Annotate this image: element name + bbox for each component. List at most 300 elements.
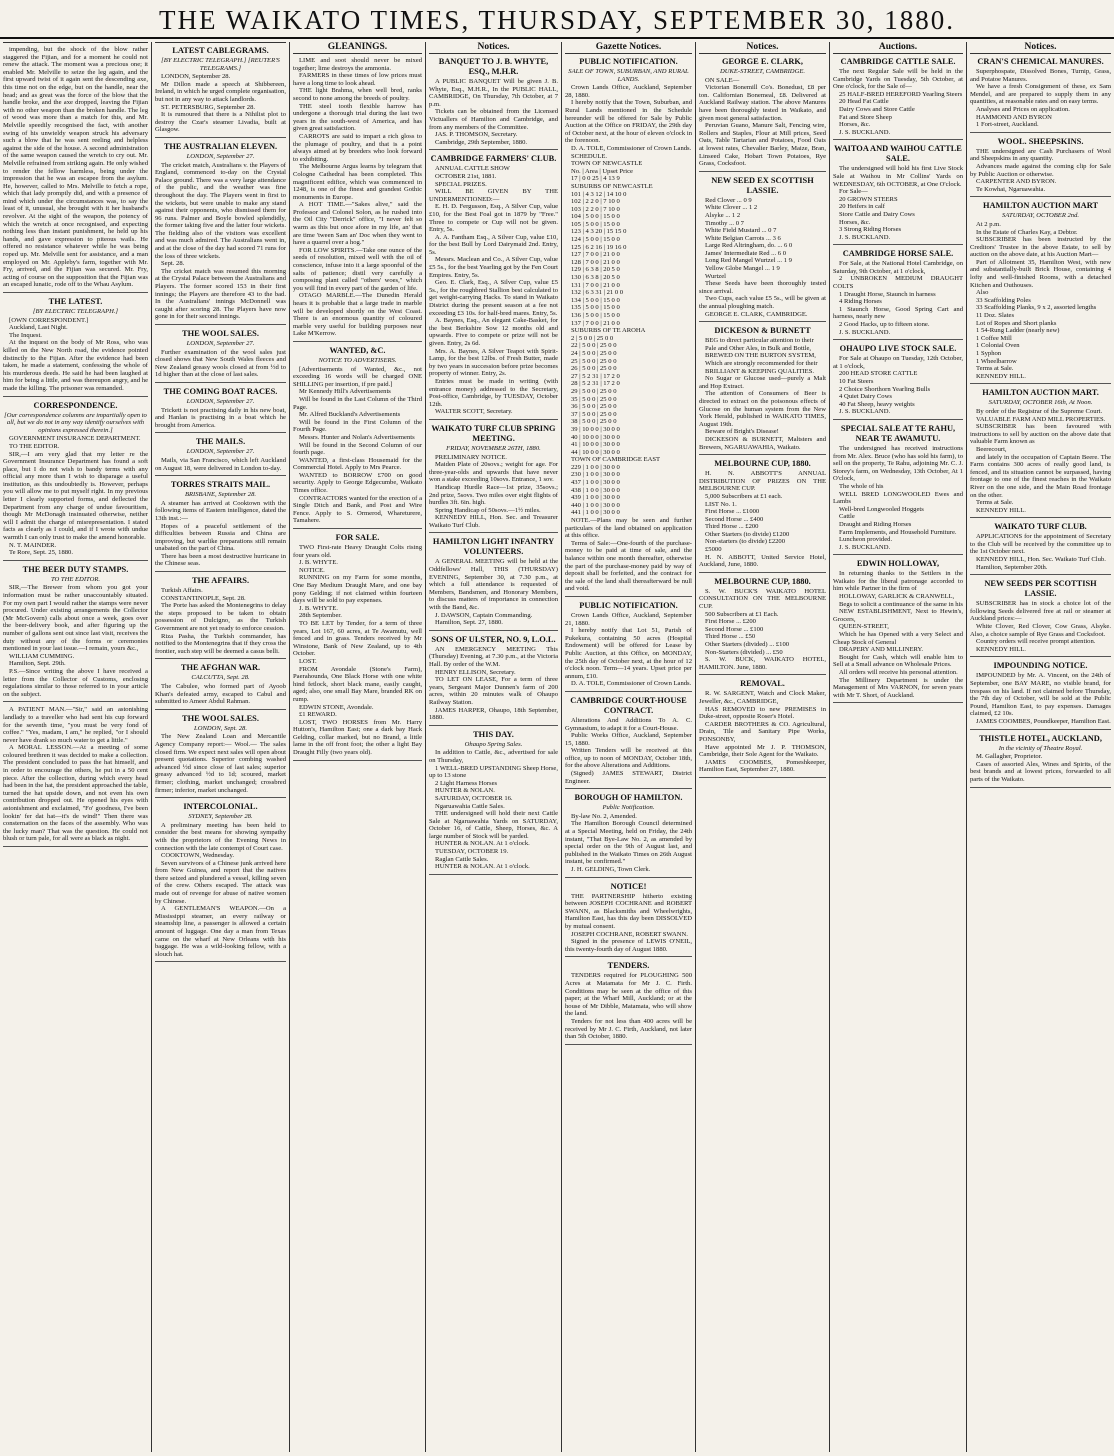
- article-paragraph: Messrs. Maclean and Co., A Silver Cup, value £5 5s., for the best Yearling got by the Fen Court Empires. Entry, 5s.: [429, 256, 558, 279]
- article-paragraph: 103 | 2 2 0 | 7 10 0: [571, 205, 620, 213]
- article-paragraph: The whole of his: [839, 482, 884, 490]
- article-paragraph: Part of Allotment 35, Hamilton West, with new and substantially-built Brick House, containing 4 lofty and well-finished Rooms, with a detached Kitchen and Outhouses.: [970, 258, 1111, 289]
- article-paragraph: NOTICE.: [299, 566, 325, 574]
- article-paragraph: VALUABLE FARM AND MILL PROPERTIES.: [976, 415, 1106, 423]
- article-paragraph: A preliminary meeting has been held to consider the best means for showing sympathy with the proprietors of the Evening News in connection with the late contempt of Court case.: [155, 821, 286, 852]
- article-paragraph: CARPENTER AND BYRON.: [976, 178, 1057, 186]
- article-paragraph: N. T. MAINDER.: [9, 541, 57, 549]
- article-paragraph: DRAPERY AND MILLINERY.: [839, 646, 924, 654]
- article-paragraph: Alterations And Additions To A. C. Gymnasium, to adapt it for a Court-House.: [565, 716, 692, 732]
- article-paragraph: By-law No. 2, Amended.: [571, 812, 637, 820]
- article-paragraph: 437 | 1 0 0 | 30 0 0: [571, 479, 620, 487]
- article-paragraph: KENNEDY HILL, Hon. Sec. and Treasurer Waikato Turf Club.: [429, 514, 558, 529]
- article: [833, 249, 963, 340]
- article-headline: THE AFGHAN WAR.: [180, 663, 261, 673]
- article-paragraph: HENRY ELLISON, Secretary.: [435, 668, 516, 676]
- article-paragraph: Pale and Other Ales, in Bulk and Bottle,: [705, 344, 812, 352]
- article-paragraph: 20 Head Fat Cattle: [839, 98, 889, 106]
- article: [699, 577, 826, 676]
- article-headline: CRAN'S CHEMICAL MANURES.: [977, 57, 1104, 66]
- article: [155, 46, 286, 138]
- article-paragraph: Te Rore, Sept. 25, 1880.: [9, 549, 74, 557]
- article-paragraph: AN EMERGENCY MEETING This (Thursday) Evening, at 7.30 p.m., at the Victoria Hall. By order of the W.M.: [429, 645, 558, 668]
- article-paragraph: Which he has Opened with a very Select and Cheap Stock of General: [833, 631, 963, 646]
- article-paragraph: EDWIN STONE, Avondale.: [299, 703, 374, 711]
- article-paragraph: A GENERAL MEETING will be held at the Oddfellows' Hall, THIS (THURSDAY) EVENING, September 30, at 7.30 p.m., at which a full attendance is requested of Members, Bandsmen, and Honorary Members, to discuss matters of importance in connection with the Band, &c.: [429, 558, 558, 612]
- article-paragraph: 1 Colonial Oven: [976, 342, 1020, 350]
- article-paragraph: 22 | 5 0 0 | 25 0 0: [571, 342, 617, 350]
- article-subhead: [BY ELECTRIC TELEGRAPH.]: [32, 308, 119, 315]
- article-paragraph: Written Tenders will be received at this office, up to noon of MONDAY, October 18th, for the above Alterations and Additions.: [565, 747, 692, 770]
- article: [699, 459, 826, 573]
- article-paragraph: Peruvian Guano, Manure Salt, Fencing wire, Rollers and Staples, Flour at Mill prices, Seed Oats, Table Tartarian and Potatoes, Food Oats at lowest rates, Chevalier Barley, Maize, Bran, Linseed Cake, Hobart Town Potatoes, Rye Grass, Cocksfoot.: [699, 122, 826, 168]
- article-paragraph: ST. PETERSBURG, September 28.: [161, 103, 256, 111]
- article-paragraph: At the inquest on the body of Mr Ross, who was killed on the New North road, the evidence pointed distinctly to the Fijian. After the evidence had been taken, he made a statement, confessing the whole of his murderous deeds. He said he had been laughed at him for being a little, and was thereupon angry, and he made the killing. The prisoner was remanded.: [3, 339, 148, 392]
- article-paragraph: LOST, TWO HORSES from Mr. Harry Hutton's, Hamilton East; one a dark bay Hack Gelding, collar marked, but no Brand, a little lame in the off front foot; the other a light Bay Draught Filly (two years old).: [293, 718, 422, 757]
- column-1: [0, 42, 152, 1452]
- article-headline: EDWIN HOLLOWAY,: [856, 559, 940, 569]
- article-paragraph: FOR LOW SPIRITS.—Take one ounce of the seeds of resolution, mixed well with the oil of conscience, infuse into it a large spoonful of the salts of patience; distil very carefully a composing plant called "others' woes," which you will find in every part of the garden of life.: [293, 246, 422, 292]
- article-paragraph: For Sale at Ohaupo on Tuesday, 12th October, at 1 o'clock,: [833, 355, 963, 370]
- article-paragraph: Geo. E. Clark, Esq., A Silver Cup, value £5 5s., for the roughbred Stallion best calculated to get weight-carrying Hacks. To stand in Waikato District during the present season at a fee not exceeding £3 10s. for half-bred mares. Entry, 5s.: [429, 279, 558, 317]
- article-paragraph: 40 Fat Sheep, heavy weights: [839, 400, 915, 408]
- article-paragraph: 25 HALF-BRED HEREFORD Yearling Steers: [839, 90, 963, 98]
- article-paragraph: 104 | 5 0 0 | 15 0 0: [571, 213, 620, 221]
- article-paragraph: A. A. Fantham Esq., A Silver Cup, value £10, for the best Bull by Lord Dairymaid 2nd. Entry, 5s.: [429, 233, 558, 256]
- article-paragraph: 5,000 Subscribers at £1 each.: [705, 492, 783, 500]
- article-paragraph: 1 Fort-street, Auckland.: [976, 121, 1039, 129]
- article: [155, 480, 286, 572]
- article-paragraph: J. H. GELDING, Town Clerk.: [571, 866, 651, 873]
- article-paragraph: 128 | 7 0 0 | 21 0 0: [571, 258, 620, 266]
- article-paragraph: Bought for Cash, which will enable him to Sell at a Small advance on Wholesale Prices.: [833, 653, 963, 669]
- article-paragraph: Alsyke ... 1 2: [705, 211, 741, 219]
- article-paragraph: 127 | 7 0 0 | 21 0 0: [571, 251, 620, 259]
- article: [970, 522, 1111, 575]
- article-subhead: LONDON, September 27.: [186, 340, 255, 347]
- article-paragraph: The New Zealand Loan and Mercantile Agency Company report:— Wool.— The sales closed firm. We expect next sales will open about present quotations. Superior combing washed advanced ½d since close of last sales; superior greasy advanced ½d to 1d; scoured, market firmer; clothing, market unchanged; crossbred firmer; inferior, market unchanged.: [155, 733, 286, 794]
- article-paragraph: No. | Area | Upset Price: [571, 167, 633, 175]
- article-paragraph: Which are strongly recommended for their: [705, 360, 818, 367]
- article-paragraph: 124 | 5 0 0 | 15 0 0: [571, 236, 620, 244]
- article-paragraph: KENNEDY HILL.: [976, 645, 1026, 653]
- article-paragraph: Tickets can be obtained from the Licensed Victuallers of Hamilton and Cambridge, and from any members of the Committee.: [429, 108, 558, 131]
- article-paragraph: Mr Dillon made a speech at Shibbereen, Ireland, in which he urged complete organisation, but not in any way to attack landlords.: [155, 80, 286, 103]
- article-headline: HAMILTON AUCTION MART.: [982, 388, 1099, 398]
- article-paragraph: These Seeds have been thoroughly tested since arrival.: [699, 280, 826, 295]
- article-paragraph: JAS. P. THOMSON, Secretary.: [435, 131, 518, 139]
- article-headline: REMOVAL.: [740, 679, 785, 689]
- article: [699, 57, 826, 172]
- article: [3, 297, 148, 397]
- article-paragraph: Hamilton, Sept. 29th.: [9, 660, 66, 668]
- article: [833, 424, 963, 555]
- article-paragraph: HOLLOWAY, GARLICK & CRANWELL,: [839, 593, 955, 601]
- article-paragraph: JAMES HARPER, Ohaupo, 18th September, 1880.: [429, 706, 558, 722]
- article-paragraph: A PUBLIC BANQUET Will be given J. B. Whyte, Esq., M.H.R., In the PUBLIC HALL, CAMBRIDGE, On Thursday, 7th October, at 7 p.m.: [429, 78, 558, 108]
- article-paragraph: KENNEDY HILL.: [976, 506, 1026, 514]
- article-paragraph: and lately in the occupation of Captain Beere. The Farm contains 300 acres of really good land, is fenced, and its situation cannot be surpassed, having frontage to one of the finest reaches in the Waikato River on the one side, and the Main Road frontage on the other.: [970, 453, 1111, 499]
- column-heading: [155, 42, 286, 43]
- article-headline: SPECIAL SALE AT TE RAHU, NEAR TE AWAMUTU.: [840, 423, 956, 443]
- article: [970, 661, 1111, 729]
- article-headline: THE LATEST.: [48, 297, 103, 306]
- article-paragraph: H. N. ABBOTT, United Service Hotel, Auckland, June, 1880.: [699, 553, 826, 569]
- article-paragraph: PRELIMINARY NOTICE.: [435, 453, 507, 461]
- article-paragraph: Wurtzel: [705, 272, 726, 280]
- article: [833, 344, 963, 420]
- article-paragraph: 40 | 10 0 0 | 30 0 0: [571, 433, 620, 441]
- article-paragraph: Mr. Alfred Buckland's Advertisements: [299, 411, 401, 419]
- article-paragraph: Messrs. Hunter and Nolan's Advertisements: [299, 433, 415, 441]
- article-paragraph: The undersigned has received instructions from Mr. Alex. Bruce (who has sold his farm), to sell on the property, Te Rahu, adjoining Mr. C. J. Storey's farm, on Wednesday, 13th October, At 1 O'clock,: [833, 444, 963, 483]
- article-paragraph: D. A. TOLE, Commissioner of Crown Lands.: [571, 680, 692, 688]
- article: [155, 663, 286, 709]
- article-paragraph: 123 | 4 3 20 | 15 15 0: [571, 228, 627, 236]
- article-paragraph: In returning thanks to the Settlers in the Waikato for the liberal patronage accorded to him while Partner in the firm of: [833, 570, 963, 593]
- article-headline: WANTED, &C.: [329, 345, 386, 355]
- article-paragraph: 1 54-Rung Ladder (nearly new): [976, 327, 1060, 335]
- article-paragraph: 2 Light Harness Horses: [435, 779, 498, 787]
- article-paragraph: The next Regular Sale will be held in the Cambridge Yards on Tuesday, 5th October, at One o'clock, for the Sale of—: [833, 68, 963, 91]
- article-paragraph: All orders will receive his personal attention.: [839, 669, 958, 676]
- article-paragraph: 200 HEAD STORE CATTLE: [839, 370, 918, 378]
- article-paragraph: By order of the Registrar of the Supreme Court.: [976, 407, 1103, 415]
- article-paragraph: SIR,—The Brewer from whom you got your information must be rather unaccountably situated. For my own part I would rather the stamps were never procured. Under existing arrangements the Collector (Mr McGovern) calls about once a week, goes over the beer-delivery book, and after figuring up the number of gallons sent out since last visit, receives the duty without any of the forms or ceremonies mentioned in your last issue.—I remain, yours &c.,: [3, 584, 148, 653]
- article-paragraph: Hopes of a peaceful settlement of the difficulties between Russia and China are improving, but warlike preparations still remain unabated on the part of China.: [155, 522, 286, 553]
- article-paragraph: Also: [976, 289, 989, 297]
- article-paragraph: 26 | 5 0 0 | 25 0 0: [571, 365, 617, 373]
- article-paragraph: White Clover, Red Clover, Cow Grass, Alsyke. Also, a choice sample of Rye Grass and Cocksfoot.: [970, 623, 1111, 638]
- article-paragraph: TWO First-rate Heavy Draught Colts rising four years old.: [293, 544, 422, 559]
- article-paragraph: Maiden Plate of 20sovs.; weight for age. For three-year-olds and upwards that have never won a stake exceeding 10sovs. Entrance, 1 sov.: [429, 461, 558, 484]
- article: [565, 57, 692, 597]
- article-paragraph: Hamilton, Sept. 27, 1880.: [435, 619, 503, 627]
- article-paragraph: BEG to direct particular attention to their: [705, 337, 814, 345]
- column-7: [830, 42, 967, 1452]
- article-subhead: LONDON, September 27.: [186, 152, 255, 160]
- article: [565, 696, 692, 789]
- article-paragraph: GOVERNMENT INSURANCE DEPARTMENT.: [9, 435, 141, 443]
- article-subhead: BRISBANE, September 28.: [184, 491, 257, 499]
- article-paragraph: Lot of Ropes and Short planks: [976, 319, 1057, 327]
- article: [699, 176, 826, 323]
- article-paragraph: R. W. SARGENT, Watch and Clock Maker, Jeweller, &c., CAMBRIDGE,: [699, 690, 826, 705]
- article-paragraph: Red Clover ... 0 9: [705, 196, 752, 204]
- article-paragraph: 20 GROWN STEERS: [839, 195, 898, 203]
- article-paragraph: It is rumoured that there is a Nihilist plot to destroy the Czar's steamer Livadia, built at Glasgow.: [155, 111, 286, 134]
- article-paragraph: Cattle: [839, 513, 855, 521]
- article-paragraph: Raglan Cattle Sales.: [435, 855, 489, 863]
- article-headline: GEORGE E. CLARK,: [722, 57, 803, 66]
- article-paragraph: SUBSCRIBER has been instructed by the Creditors' Trustee in the above Estate, to sell by auction on the above date, at his Auction Mart—: [970, 236, 1111, 259]
- column-heading: Notices.: [699, 42, 826, 54]
- article-paragraph: 136 | 5 0 0 | 15 0 0: [571, 312, 620, 319]
- article-paragraph: Advances made against the coming clip for Sale by Public Auction or otherwise.: [970, 162, 1111, 178]
- article-paragraph: SCHEDULE.: [571, 152, 608, 160]
- article-headline: HAMILTON AUCTION MART: [982, 201, 1099, 211]
- article-paragraph: 440 | 1 0 0 | 30 0 0: [571, 501, 620, 509]
- article-paragraph: TOWN OF CAMBRIDGE EAST: [571, 456, 661, 464]
- article-paragraph: Yellow Globe Mangel ... 1 9: [705, 265, 780, 273]
- article-paragraph: CONTRACTORS wanted for the erection of a Single Ditch and Bank, and Post and Wire Fence. Apply to S. Ormerod, Whareturere, Tamahere.: [293, 494, 422, 525]
- article-paragraph: The attention of Consumers of Beer is directed to extract on the poisonous effects of Glucose on the human system from the New York Herald, published in WAIKATO TIMES, August 19th.: [699, 390, 826, 428]
- article-paragraph: Mails, via San Francisco, which left Auckland on August 18, were delivered in London to-day.: [155, 456, 286, 472]
- article-paragraph: The Porte has asked the Montenegrins to delay the steps proposed to be taken to obtain possession of Dulcigno, as the Turkish Government are not yet ready to enforce cession.: [155, 602, 286, 633]
- article: [3, 46, 148, 293]
- article-paragraph: Store Cattle and Dairy Cows: [839, 210, 915, 218]
- article-paragraph: 137 | 7 0 0 | 21 0 0: [571, 319, 620, 327]
- article-paragraph: Farm Implements, and Household Furniture.: [839, 528, 957, 536]
- article-paragraph: 2 UNBROKEN MEDIUM DRAUGHT COLTS: [833, 275, 963, 291]
- masthead-title: THE WAIKATO TIMES, THURSDAY, SEPTEMBER 30, 1880.: [158, 5, 956, 35]
- article: [565, 961, 692, 1044]
- article-paragraph: 125 | 6 2 16 | 19 16 0: [571, 243, 627, 251]
- article-paragraph: SPECIAL PRIZES.: [435, 180, 487, 188]
- article-paragraph: ANNUAL CATTLE SHOW: [435, 165, 510, 173]
- article-paragraph: LOST.: [299, 657, 317, 665]
- article-paragraph: First Horse ... £1000: [705, 508, 760, 516]
- article: [970, 734, 1111, 788]
- article: [3, 401, 148, 561]
- article-paragraph: 439 | 1 0 0 | 30 0 0: [571, 494, 620, 502]
- article: [293, 533, 422, 761]
- article-paragraph: 4 Riding Horses: [839, 298, 882, 306]
- article-subhead: LONDON, September 27.: [186, 448, 255, 456]
- article-headline: THE AUSTRALIAN ELEVEN.: [163, 141, 278, 151]
- article-paragraph: SUBSCRIBER has in stock a choice lot of the following Seeds delivered free at rail or steamer at Auckland prices:—: [970, 600, 1111, 623]
- article-paragraph: 44 | 10 0 0 | 30 0 0: [571, 448, 620, 456]
- article-paragraph: THE undersigned are Cash Purchasers of Wool and Sheepskins in any quantity.: [970, 147, 1111, 163]
- article-paragraph: S. W. BUCK, WAIKATO HOTEL, HAMILTON. June, 1880.: [699, 656, 826, 671]
- article-paragraph: 38 | 5 0 0 | 25 0 0: [571, 418, 617, 426]
- article-paragraph: 2 Choice Shorthorn Yearling Bulls: [839, 385, 931, 393]
- article: [293, 346, 422, 529]
- article-paragraph: S. W. BUCK'S WAIKATO HOTEL CONSULTATION ON THE MELBOURNE CUP.: [699, 587, 826, 611]
- article-paragraph: 130 | 6 3 8 | 20 5 0: [571, 274, 620, 282]
- article-paragraph: APPLICATIONS for the appointment of Secretary to the Club will be received by the committee up to the 1st October next.: [970, 533, 1111, 556]
- article-paragraph: Crown Lands Office, Auckland, September 21, 1880.: [565, 611, 692, 627]
- column-8: [967, 42, 1114, 1452]
- article-paragraph: 1 Wheelbarrow: [976, 357, 1017, 365]
- article-paragraph: A steamer has arrived at Cooktown with the following items of Eastern intelligence, dated the 13th inst.:—: [155, 499, 286, 522]
- article-subhead: FRIDAY, NOVEMBER 26TH, 1880.: [446, 444, 541, 452]
- article-paragraph: Ngaruawahia Cattle Sales.: [435, 802, 505, 810]
- article-paragraph: White Belgian Carrots ... 3 6: [705, 234, 781, 242]
- article-paragraph: 1 Draught Horse, Staunch in harness: [839, 290, 936, 298]
- article-paragraph: A. Baynes, Esq., An elegant Cake-Basket, for the best Berkshire Sow 12 months old and upwards. Five to compete or prize will not be given. Entry, 2s 6d.: [429, 317, 558, 347]
- article: [155, 576, 286, 659]
- article-paragraph: Riza Pasha, the Turkish commander, has notified to the Montenegrins that if they cross the frontier, such step will be deemed a casus belli.: [155, 632, 286, 655]
- article-headline: NOTICE!: [610, 881, 647, 891]
- article-paragraph: Further examination of the wool sales just closed shows that New South Wales fleeces and New Zealand greasy wools closed at from ½d to 1d higher than at the close of last sales.: [155, 348, 286, 379]
- article-paragraph: Second Horse ... £400: [705, 515, 764, 523]
- article-paragraph: P.S.—Since writing the above I have received a letter from the Collector of Customs, enclosing regulations similar to those referred to in your article on the subject.: [3, 667, 148, 698]
- article-paragraph: 230 | 1 0 0 | 30 0 0: [571, 471, 620, 479]
- article-paragraph: 39 | 10 0 0 | 30 0 0: [571, 425, 620, 433]
- article-paragraph: LONDON, September 28.: [161, 73, 231, 81]
- article: [429, 424, 558, 534]
- article-paragraph: The Hamilton Borough Council determined at a Special Meeting, held on Friday, the 24th instant, "That Bye-Law No. 2, as amended by special order on the 9th of August last, and published in the Waikato Times on 26th August instant, be confirmed.": [565, 820, 692, 866]
- article: [429, 635, 558, 726]
- article-headline: BANQUET TO J. B. WHYTE, ESQ., M.H.R.: [438, 57, 549, 76]
- article-headline: THE COMING BOAT RACES.: [163, 386, 278, 396]
- article-paragraph: Handicap Hurdle Race—1st prize, 35sovs.; 2nd prize, 5sovs. Two miles over eight flights of hurdles 3ft. 6in. high.: [429, 483, 558, 507]
- article-paragraph: £5000: [705, 546, 722, 554]
- article-paragraph: Terms at Sale.: [976, 365, 1014, 373]
- article-paragraph: Auckland, Last Night.: [9, 324, 68, 332]
- article-paragraph: Superphospate, Dissolved Bones, Turnip, Grass, and Potatoe Manures.: [970, 68, 1111, 83]
- article-headline: DICKESON & BURNETT: [714, 326, 811, 336]
- column-heading: Auctions.: [833, 42, 963, 54]
- article-paragraph: 4 Quiet Dairy Cows: [839, 393, 892, 401]
- article-paragraph: 17 | 0 0 25 | 4 13 9: [571, 175, 620, 183]
- article-paragraph: Horses, &c.: [839, 218, 871, 226]
- article-paragraph: SUBSCRIBER has been favoured with instructions to sell by auction on the above date that valuable Farm known as: [970, 423, 1111, 446]
- article-paragraph: WILL BE GIVEN BY THE UNDERMENTIONED:—: [429, 188, 558, 203]
- article-paragraph: Terms at Sale.: [976, 499, 1014, 507]
- article-headline: THE BEER DUTY STAMPS.: [22, 564, 129, 574]
- article: [429, 154, 558, 420]
- article-paragraph: Dairy Cows and Store Cattle: [839, 105, 915, 113]
- article-subhead: LONDON, September 27.: [186, 397, 255, 405]
- article-headline: LATEST CABLEGRAMS.: [172, 46, 269, 55]
- article-paragraph: HUNTER & NOLAN.: [435, 787, 495, 795]
- article-paragraph: [OWN CORRESPONDENT.]: [9, 316, 89, 324]
- article: [565, 601, 692, 692]
- article-paragraph: Timothy ... 0 7: [705, 219, 744, 227]
- article-paragraph: GEORGE E. CLARK, CAMBRIDGE.: [705, 310, 808, 318]
- article-paragraph: THE PARTNERSHIP hitherto existing between JOSEPH COCHRANE and ROBERT SWANN, as Blacksmiths and Wheelwrights, Hamilton East, has this day been DISSOLVED by mutual consent.: [565, 892, 692, 930]
- article-subhead: In the vicinity of Theatre Royal.: [998, 744, 1083, 752]
- article-subhead: LONDON, Sept. 28.: [194, 724, 247, 732]
- article-paragraph: KENNEDY HILL, Hon. Sec. Waikato Turf Club.: [976, 556, 1106, 564]
- article-subhead: DUKE-STREET, CAMBRIDGE.: [719, 68, 806, 75]
- article-subhead: NOTICE TO ADVERTISERS.: [318, 356, 397, 364]
- article-paragraph: Victorian Bonemill Co's. Bonedust, £8 per ton. Californian Bonemeal, £8. Delivered at Auckland Railway station. The above Manures have been thoroughly tested in Waikato, and given most general satisfaction.: [699, 84, 826, 122]
- article: [155, 802, 286, 962]
- article-subhead: CALCUTTA, Sept. 28.: [191, 674, 250, 682]
- article-paragraph: J. S. BUCKLAND.: [839, 233, 891, 241]
- article-paragraph: 35 | 5 0 0 | 25 0 0: [571, 395, 617, 403]
- article-paragraph: Well-bred Longwooled Hoggets: [839, 505, 924, 513]
- article-headline: THIS DAY.: [473, 729, 514, 739]
- masthead-rule: [0, 37, 1114, 39]
- article-paragraph: Beerecourt,: [976, 445, 1007, 453]
- article-paragraph: TO BE LET by Tender, for a term of three years, Lot 167, 60 acres, at Te Awamutu, well fenced and in grass. Tenders received by Mr Winstone, Bank of New Zealand, up to 4th October.: [293, 619, 422, 658]
- article-paragraph: WALTER SCOTT, Secretary.: [435, 408, 513, 416]
- article-headline: WAIKATO TURF CLUB.: [994, 522, 1087, 532]
- article-headline: WOOL. SHEEPSKINS.: [997, 136, 1084, 146]
- article-paragraph: Sept. 28.: [161, 260, 185, 268]
- article-headline: MELBOURNE CUP, 1880.: [714, 576, 811, 586]
- article-paragraph: Other Starters (divided) ... £100: [705, 641, 790, 648]
- article-paragraph: In addition to Cattle, &c., advertised for sale on Thursday,: [429, 749, 558, 764]
- article-paragraph: Fat and Store Sheep: [839, 113, 892, 121]
- article-paragraph: Other Starters (to divide) £1200: [705, 530, 790, 538]
- article-paragraph: 33 Scaffolding Poles: [976, 296, 1031, 304]
- article-subhead: TO THE EDITOR.: [50, 575, 101, 583]
- column-2: [152, 42, 290, 1452]
- article: [970, 201, 1111, 384]
- article-paragraph: WILLIAM CUMMING.: [9, 652, 75, 660]
- article-paragraph: SIR,—I am very glad that my letter re the Government Insurance Department has found a soft place, but I do not wish to bandy terms with any official any more than I wish to disparage a useful institution, as this undoubtedly is. However, perhaps you will allow me to put myself right. In my previous letter I clearly supported forms, and deflected the Department from any charge of undue favouritism, though Mr McDonagh insinuated otherwise, neither will I admit the charge of misrepresentation. I stated facts as clearly as I could, and if I wrote with undue warmth I can only trust to make the amend honorable.: [3, 450, 148, 542]
- article-headline: PUBLIC NOTIFICATION.: [579, 57, 678, 66]
- article-headline: NEW SEED EX SCOTTISH LASSIE.: [711, 175, 814, 195]
- article-paragraph: WANTED, a first-class Housemaid for the Commercial Hotel. Apply to Mrs Pearce.: [293, 456, 422, 472]
- article-headline: NEW SEEDS PER SCOTTISH LASSIE.: [984, 579, 1097, 599]
- masthead: [0, 0, 1114, 40]
- article-paragraph: BREWED ON THE BURTON SYSTEM,: [705, 352, 816, 360]
- article-headline: SONS OF ULSTER, NO. 9, L.O.L.: [431, 634, 556, 644]
- article-paragraph: THE steel tooth flexible harrow has undergone a thorough trial during the last two years in the south-west of America, and has given great satisfaction.: [293, 102, 422, 133]
- article-paragraph: 41 | 10 0 0 | 30 0 0: [571, 441, 620, 449]
- article-paragraph: White Clover ... 1 2: [705, 204, 758, 212]
- article-paragraph: TUESDAY, OCTOBER 19.: [435, 848, 509, 856]
- article-paragraph: For Sale, at the National Hotel Cambridge, on Saturday, 9th October, at 1 o'clock,: [833, 260, 963, 275]
- article-paragraph: COOKTOWN, Wednesday.: [161, 852, 234, 860]
- article-headline: CAMBRIDGE FARMERS' CLUB.: [430, 154, 557, 164]
- article-paragraph: Analyses and Prices on application.: [976, 105, 1070, 113]
- article-paragraph: [Advertisements of Wanted, &c., not exceeding 16 words will be charged ONE SHILLING per insertion, if pre paid.]: [293, 365, 422, 388]
- article-paragraph: Cambridge, 29th September, 1880.: [435, 138, 528, 146]
- article-paragraph: 36 | 5 0 0 | 25 0 0: [571, 403, 617, 411]
- article-paragraph: JAMES COOMBES, Pomeshkeeper, Hamilton East, September 27, 1880.: [699, 758, 826, 774]
- article-paragraph: KENNEDY HILL.: [976, 372, 1026, 380]
- article-paragraph: A GENTLEMAN'S WEAPON.—On a Mississippi steamer, an every railway or steamship line, a passenger is allowed a certain amount of luggage. One day a man from Texas came on the wharf at New Orleans with his baggage. He was a wild-looking fellow, with a slouch hat.: [155, 905, 286, 958]
- article-paragraph: TOWN OF NEWCASTLE: [571, 160, 643, 168]
- article-paragraph: The Inquest.: [9, 331, 42, 339]
- article-paragraph: 1 Staunch Horse, Good Spring Cart and harness, nearly new: [833, 305, 963, 321]
- column-heading: GLEANINGS.: [293, 42, 422, 54]
- article-paragraph: Mrs. A. Baynes, A Silver Teapot with Spirit-Lamp, for the best 12lbs. of Fresh Butter, made by two years in succession before prize becomes property of winner. Entry, 2s.: [429, 347, 558, 378]
- article-headline: IMPOUNDING NOTICE.: [993, 661, 1088, 671]
- article: [833, 57, 963, 140]
- article-headline: HAMILTON LIGHT INFANTRY VOLUNTEERS.: [432, 537, 555, 557]
- article-paragraph: The cricket match, Australians v. the Players of England, commenced to-day on the Crystal Palace ground. There was a very large attendance of the public, and the weather was fine throughout the day. The Players went in first to the wickets, but were unable to make any stand against their opponents, who dismissed them for 96 runs. Palmer and Boyle bowled splendidly, the former taking five and the latter four wickets. The fielding also of the visitors was excellent and was much admired. The Australians went in, and at the close of the day had scored 71 runs for the loss of three wickets.: [155, 161, 286, 260]
- article-paragraph: Horses, &c.: [839, 121, 871, 129]
- article-paragraph: HUNTER & NOLAN. At 1 o'clock.: [435, 863, 530, 871]
- article-paragraph: 500 Subscribers at £1 Each.: [705, 610, 779, 618]
- article-paragraph: Crown Lands Office, Auckland, September 28, 1880.: [565, 84, 692, 99]
- article-subhead: SATURDAY, OCTOBER 16th, At Noon.: [988, 399, 1093, 407]
- article-paragraph: 2 Good Hacks, up to fifteen stone.: [839, 321, 930, 329]
- article-paragraph: HAMMOND AND BYRON: [976, 113, 1052, 121]
- column-heading: Gazette Notices.: [565, 42, 692, 54]
- article: [970, 388, 1111, 518]
- article-paragraph: A MORAL LESSON.—At a meeting of some coloured brethren it was decided to make a collection. The president concluded to pass the hat himself, and in order to encourage the others, he put in a 50 cent piece. After the collection, during which every head had been in the hat, the president approached the table, turned the hat upside down, and not even his own contribution dropped out. He opened his eyes with astonishment and exclaimed, "Fo' goodness, I've been lookin' fer dat hat—it's de wind!" Then there was consternation on the faces of the assembly. Who was the lucky man? That was the question. He could not blush or turn pale, for all were as black as night.: [3, 744, 148, 843]
- article-paragraph: 29 | 5 0 0 | 25 0 0: [571, 387, 617, 395]
- article: [699, 679, 826, 778]
- article-paragraph: 25 | 5 0 0 | 25 0 0: [571, 357, 617, 365]
- article-paragraph: Spring Handicap of 50sovs.—1½ miles.: [435, 506, 541, 514]
- article-paragraph: BRILLIANT & KEEPING QUALITIES.: [705, 367, 815, 375]
- article-paragraph: 28 | 5 2 31 | 17 2 0: [571, 380, 620, 388]
- article-headline: CAMBRIDGE CATTLE SALE.: [840, 57, 956, 66]
- article: [565, 882, 692, 958]
- article-paragraph: 129 | 6 3 8 | 20 5 0: [571, 266, 620, 274]
- column-area: [0, 42, 1114, 1452]
- article-paragraph: Long Red Mangel Wurtzel ... 1 9: [705, 257, 792, 265]
- article-paragraph: CARROTS are said to impart a rich gloss to the plumage of poultry, and that is a point always aimed at by breeders who look forward to exhibiting.: [293, 132, 422, 163]
- article-subhead: [BY ELECTRIC TELEGRAPH.] [REUTER'S TELEGRAMS.]: [161, 57, 280, 72]
- article-paragraph: SUBURBS OF TE AROHA: [571, 327, 646, 335]
- article: [293, 57, 422, 342]
- article: [429, 537, 558, 630]
- article-paragraph: The cricket match was resumed this morning at the Crystal Palace between the Australians and Players. The former scored 153 in their first innings; the Players are therefore 43 to the bad. In the Australians' innings McDonnell was caught after scoring 28. The Players have now gone in for their second innings.: [155, 267, 286, 321]
- article-paragraph: 101 | 4 3 12 | 14 10 0: [571, 190, 627, 198]
- article-paragraph: M. Gallagher, Proprietor.: [976, 753, 1043, 761]
